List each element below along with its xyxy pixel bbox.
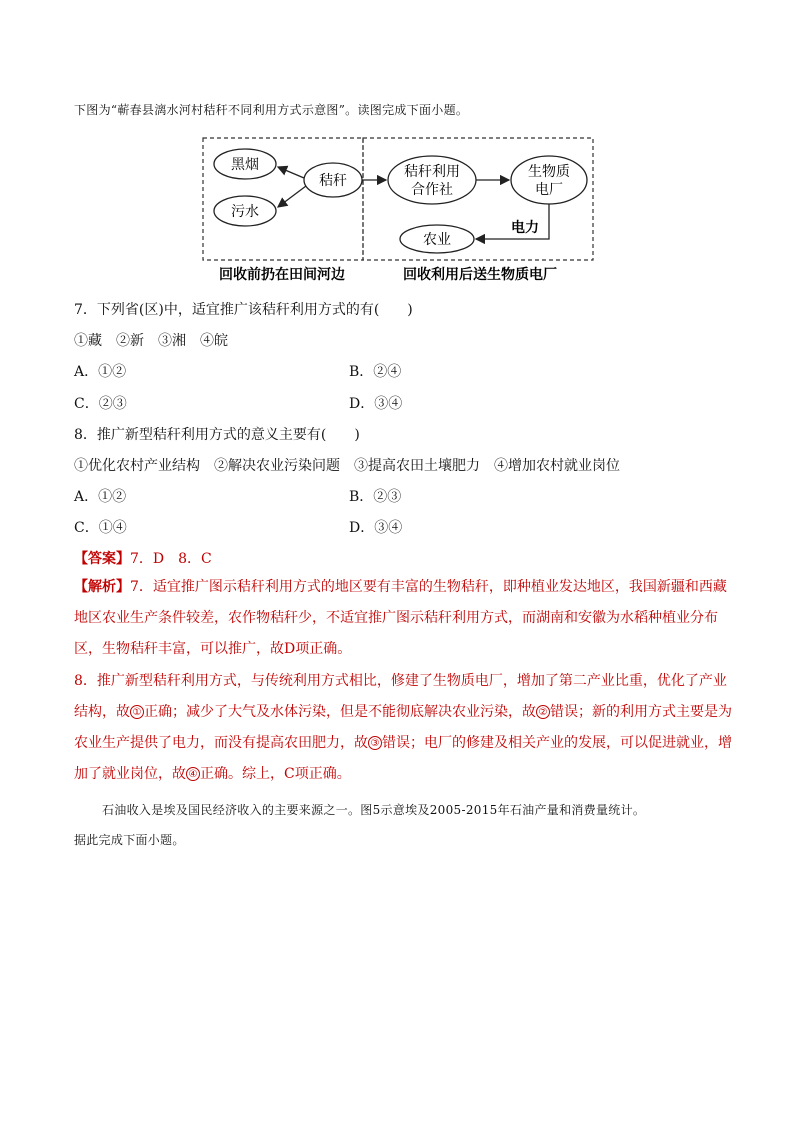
analysis-q8-text-e: 正确。综上，C项正确。	[200, 766, 351, 782]
caption-right: 回收利用后送生物质电厂	[403, 267, 557, 283]
answer-line	[74, 548, 212, 568]
question-8-option-b[interactable]: B．②③	[349, 489, 402, 505]
question-7-stem: 7．下列省(区)中，适宜推广该秸秆利用方式的有( )	[74, 302, 413, 318]
question-8-option-c[interactable]: C．①④	[74, 520, 127, 536]
answer-label: 【答案】	[74, 551, 130, 567]
straw-usage-diagram	[200, 134, 596, 284]
analysis-paragraph-2	[74, 666, 734, 790]
next-question-intro: 石油收入是埃及国民经济收入的主要来源之一。图5示意埃及2005-2015年石油产量和消费量统计。	[102, 803, 646, 817]
analysis-q8-text-d: 错误；电厂的修建及相关产业的发展，可以促进就业，增加了就业岗位，故	[74, 735, 732, 782]
question-8-stem: 8．推广新型秸秆利用方式的意义主要有( )	[74, 427, 360, 443]
cooperative-label-line2: 合作社	[411, 182, 453, 198]
diagram-intro: 下图为“蕲春县漓水河村秸秆不同利用方式示意图”。读图完成下面小题。	[74, 103, 469, 117]
question-8-option-a[interactable]: A．①②	[74, 489, 127, 505]
analysis-q8-text-b: 正确；减少了大气及水体污染，但是不能彻底解决农业污染，故	[144, 704, 536, 720]
analysis-q8-text-a: 8．推广新型秸秆利用方式，与传统利用方式相比，修建了生物质电厂，增加了第二产业比重，优化了产业结构，故	[74, 673, 727, 720]
power-plant-label-line2: 电厂	[535, 182, 563, 198]
question-7-option-c[interactable]: C．②③	[74, 396, 127, 412]
question-7-option-a[interactable]: A．①②	[74, 364, 127, 380]
circled-number-1: ①	[130, 705, 144, 719]
power-plant-label-line1: 生物质	[528, 164, 570, 180]
caption-left: 回收前扔在田间河边	[219, 267, 345, 283]
cooperative-label-line1: 秸秆利用	[404, 164, 460, 180]
arrow-straw-to-sewage	[278, 186, 306, 207]
arrow-straw-to-smoke	[278, 167, 304, 178]
analysis-q7-text: 7．适宜推广图示秸秆利用方式的地区要有丰富的生物秸秆，即种植业发达地区，我国新疆和西藏地区农业生产条件较差，农作物秸秆少，不适宜推广图示秸秆利用方式，而湖南和安徽为水稻种植业分布区，生物秸秆丰富，可以推广，故D项正确。	[74, 579, 727, 657]
analysis-q8-text-c: 错误；新的利用方式主要是为农业生产提供了电力，而没有提高农田肥力，故	[74, 704, 732, 751]
question-8-option-d[interactable]: D．③④	[349, 520, 403, 536]
analysis-label: 【解析】	[74, 579, 130, 595]
question-7-option-b[interactable]: B．②④	[349, 364, 402, 380]
agriculture-label: 农业	[423, 232, 451, 248]
circled-number-3: ③	[368, 736, 382, 750]
straw-label: 秸秆	[319, 173, 347, 189]
black-smoke-label: 黑烟	[231, 157, 259, 173]
answer-text: 7．D 8．C	[130, 551, 212, 567]
next-question-intro-cont: 据此完成下面小题。	[74, 833, 185, 847]
circled-number-2: ②	[536, 705, 550, 719]
sewage-label: 污水	[231, 204, 259, 220]
electricity-label: 电力	[511, 220, 539, 236]
question-7-items: ①藏 ②新 ③湘 ④皖	[74, 333, 228, 349]
question-7-option-d[interactable]: D．③④	[349, 396, 403, 412]
analysis-paragraph-1	[74, 572, 734, 665]
circled-number-4: ④	[186, 767, 200, 781]
question-8-items: ①优化农村产业结构 ②解决农业污染问题 ③提高农田土壤肥力 ④增加农村就业岗位	[74, 458, 620, 474]
